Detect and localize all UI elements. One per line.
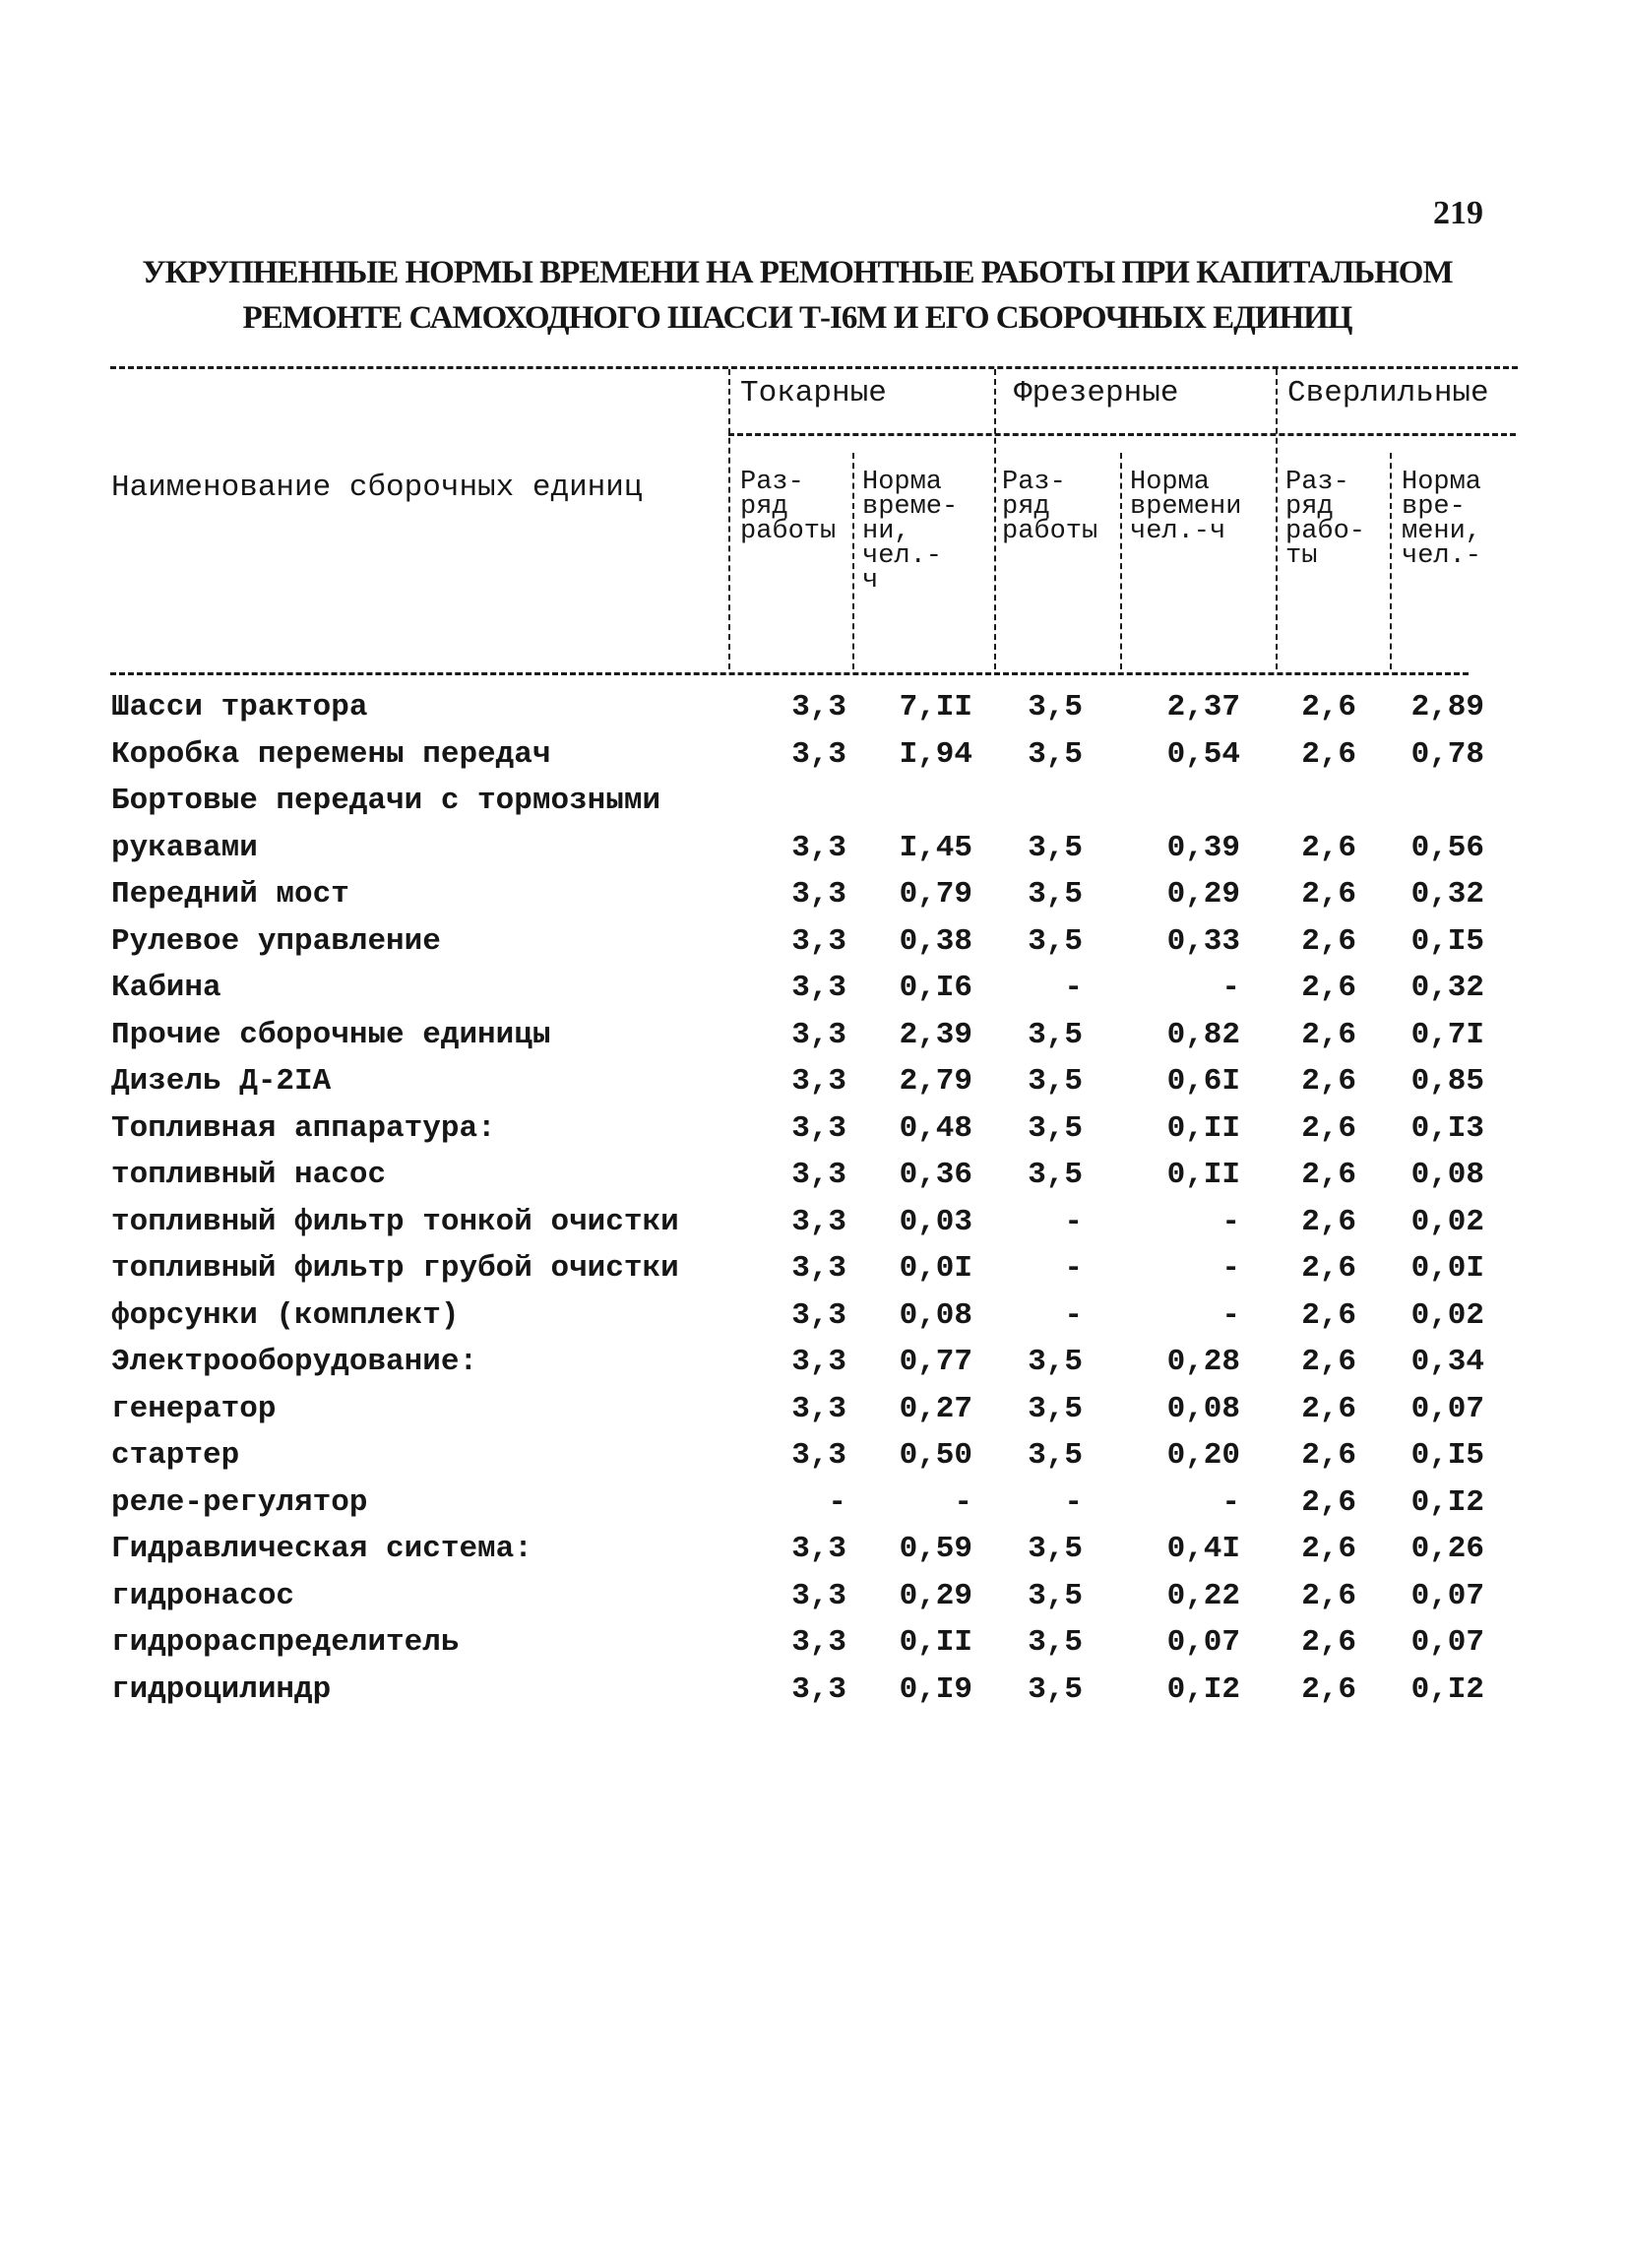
subheader-turning-grade: Раз- ряд работы bbox=[740, 468, 837, 546]
cell-drilling-norm: 0,08 bbox=[1410, 1158, 1484, 1192]
cell-turning-norm: 0,77 bbox=[899, 1345, 972, 1379]
table-row bbox=[0, 731, 1627, 779]
subheader-turning-norm: Норма време- ни, чел.- ч bbox=[862, 468, 959, 596]
cell-turning-grade: 3,3 bbox=[791, 1391, 846, 1426]
cell-milling-grade: - bbox=[1064, 1297, 1083, 1333]
cell-turning-norm: 0,27 bbox=[899, 1391, 972, 1426]
header-bottom-rule bbox=[110, 672, 1469, 675]
col-separator bbox=[1120, 453, 1122, 669]
cell-turning-grade: 3,3 bbox=[791, 690, 846, 724]
cell-milling-norm: - bbox=[1221, 1297, 1240, 1333]
cell-row-name: Топливная аппаратура: bbox=[111, 1110, 496, 1146]
cell-row-name: топливный насос bbox=[111, 1158, 387, 1192]
table-row bbox=[0, 1573, 1627, 1620]
cell-turning-norm: 0,38 bbox=[899, 923, 972, 959]
cell-milling-grade: 3,5 bbox=[1028, 1625, 1083, 1660]
subheader-drilling-norm: Норма вре- мени, чел.- bbox=[1402, 468, 1482, 571]
cell-drilling-grade: 2,6 bbox=[1301, 1484, 1356, 1520]
table-row bbox=[0, 871, 1627, 918]
cell-drilling-grade: 2,6 bbox=[1301, 736, 1356, 772]
cell-row-name: гидроцилиндр bbox=[111, 1671, 332, 1707]
cell-row-name: топливный фильтр грубой очистки bbox=[111, 1251, 679, 1286]
table-row bbox=[0, 1199, 1627, 1246]
cell-drilling-norm: 0,78 bbox=[1410, 736, 1484, 772]
cell-drilling-grade: 2,6 bbox=[1301, 1158, 1356, 1192]
cell-milling-grade: 3,5 bbox=[1028, 1017, 1083, 1052]
cell-turning-grade: 3,3 bbox=[791, 923, 846, 959]
cell-milling-norm: 0,II bbox=[1166, 1110, 1240, 1146]
cell-drilling-norm: 0,02 bbox=[1410, 1204, 1484, 1239]
cell-turning-norm: 0,29 bbox=[899, 1578, 972, 1613]
cell-milling-norm: 0,39 bbox=[1166, 830, 1240, 865]
cell-drilling-norm: 0,I5 bbox=[1410, 923, 1484, 959]
cell-drilling-norm: 0,I5 bbox=[1410, 1438, 1484, 1473]
subheader-milling-norm: Норма времени чел.-ч bbox=[1130, 468, 1242, 546]
cell-turning-norm: 0,03 bbox=[899, 1204, 972, 1239]
cell-turning-norm: 0,59 bbox=[899, 1532, 972, 1566]
cell-row-name: рукавами bbox=[111, 830, 258, 865]
table-row bbox=[0, 1526, 1627, 1573]
table-row bbox=[0, 1480, 1627, 1527]
table-row bbox=[0, 918, 1627, 966]
cell-drilling-grade: 2,6 bbox=[1301, 830, 1356, 865]
cell-drilling-norm: 0,0I bbox=[1410, 1251, 1484, 1286]
cell-turning-norm: 0,II bbox=[899, 1625, 972, 1660]
cell-milling-norm: 0,07 bbox=[1166, 1625, 1240, 1660]
cell-milling-grade: 3,5 bbox=[1028, 1438, 1083, 1473]
table-row bbox=[0, 1339, 1627, 1386]
cell-milling-grade: 3,5 bbox=[1028, 923, 1083, 959]
cell-drilling-grade: 2,6 bbox=[1301, 877, 1356, 912]
cell-milling-norm: 0,6I bbox=[1166, 1064, 1240, 1099]
cell-milling-grade: 3,5 bbox=[1028, 830, 1083, 865]
table-row bbox=[0, 1386, 1627, 1433]
cell-turning-norm: I,94 bbox=[899, 736, 972, 772]
cell-row-name: Передний мост bbox=[111, 877, 349, 912]
cell-drilling-norm: 0,34 bbox=[1410, 1345, 1484, 1379]
cell-milling-grade: 3,5 bbox=[1028, 1391, 1083, 1426]
cell-turning-grade: 3,3 bbox=[791, 1204, 846, 1239]
cell-row-name: Дизель Д-2IА bbox=[111, 1064, 332, 1099]
col-separator bbox=[1390, 453, 1392, 669]
group-header-milling: Фрезерные bbox=[1014, 376, 1179, 410]
cell-turning-norm: I,45 bbox=[899, 830, 972, 865]
cell-drilling-grade: 2,6 bbox=[1301, 1017, 1356, 1052]
cell-milling-grade: 3,5 bbox=[1028, 1158, 1083, 1192]
cell-milling-grade: - bbox=[1064, 1484, 1083, 1520]
cell-turning-norm: - bbox=[954, 1484, 972, 1520]
cell-milling-norm: - bbox=[1221, 971, 1240, 1005]
cell-drilling-grade: 2,6 bbox=[1301, 1345, 1356, 1379]
cell-row-name: Прочие сборочные единицы bbox=[111, 1017, 551, 1052]
cell-row-name: Кабина bbox=[111, 971, 221, 1005]
cell-row-name: Гидравлическая система: bbox=[111, 1532, 532, 1566]
cell-row-name: Электрооборудование: bbox=[111, 1345, 478, 1379]
cell-turning-norm: 0,50 bbox=[899, 1438, 972, 1473]
cell-milling-grade: 3,5 bbox=[1028, 1345, 1083, 1379]
cell-milling-norm: 0,28 bbox=[1166, 1345, 1240, 1379]
cell-turning-grade: 3,3 bbox=[791, 1532, 846, 1566]
cell-milling-norm: 0,29 bbox=[1166, 877, 1240, 912]
header-top-rule bbox=[110, 366, 1518, 369]
cell-turning-norm: 7,II bbox=[899, 690, 972, 724]
cell-milling-grade: 3,5 bbox=[1028, 1578, 1083, 1613]
cell-milling-grade: 3,5 bbox=[1028, 736, 1083, 772]
cell-drilling-norm: 0,32 bbox=[1410, 971, 1484, 1005]
table-row bbox=[0, 778, 1627, 825]
cell-drilling-norm: 0,I3 bbox=[1410, 1110, 1484, 1146]
table-row bbox=[0, 1292, 1627, 1340]
cell-turning-norm: 0,36 bbox=[899, 1158, 972, 1192]
group-header-drilling: Сверлильные bbox=[1287, 376, 1489, 410]
cell-milling-norm: 2,37 bbox=[1166, 690, 1240, 724]
cell-turning-norm: 0,0I bbox=[899, 1251, 972, 1286]
col-separator bbox=[728, 369, 730, 669]
cell-drilling-norm: 2,89 bbox=[1410, 690, 1484, 724]
cell-milling-grade: 3,5 bbox=[1028, 690, 1083, 724]
cell-drilling-norm: 0,07 bbox=[1410, 1391, 1484, 1426]
col-separator bbox=[994, 369, 996, 669]
table-row bbox=[0, 1058, 1627, 1105]
cell-milling-norm: - bbox=[1221, 1484, 1240, 1520]
cell-row-name: гидронасос bbox=[111, 1578, 295, 1613]
cell-milling-norm: - bbox=[1221, 1251, 1240, 1286]
table-body bbox=[0, 684, 1627, 1713]
cell-milling-norm: 0,54 bbox=[1166, 736, 1240, 772]
cell-row-name: стартер bbox=[111, 1438, 240, 1473]
cell-drilling-norm: 0,32 bbox=[1410, 877, 1484, 912]
cell-drilling-norm: 0,I2 bbox=[1410, 1484, 1484, 1520]
cell-turning-grade: 3,3 bbox=[791, 1438, 846, 1473]
cell-row-name: Коробка перемены передач bbox=[111, 736, 551, 772]
cell-drilling-grade: 2,6 bbox=[1301, 1578, 1356, 1613]
document-title bbox=[98, 250, 1496, 341]
cell-milling-grade: - bbox=[1064, 1251, 1083, 1286]
table-row bbox=[0, 1012, 1627, 1059]
cell-drilling-norm: 0,07 bbox=[1410, 1578, 1484, 1613]
cell-milling-norm: 0,II bbox=[1166, 1158, 1240, 1192]
column-header-name: Наименование сборочных единиц bbox=[111, 471, 643, 505]
cell-drilling-grade: 2,6 bbox=[1301, 971, 1356, 1005]
cell-milling-grade: 3,5 bbox=[1028, 1671, 1083, 1707]
cell-turning-grade: 3,3 bbox=[791, 877, 846, 912]
cell-turning-grade: 3,3 bbox=[791, 1625, 846, 1660]
table-row bbox=[0, 1619, 1627, 1667]
cell-drilling-grade: 2,6 bbox=[1301, 1671, 1356, 1707]
cell-row-name: генератор bbox=[111, 1391, 277, 1426]
cell-drilling-norm: 0,I2 bbox=[1410, 1671, 1484, 1707]
table-row bbox=[0, 1245, 1627, 1292]
cell-turning-grade: 3,3 bbox=[791, 1345, 846, 1379]
cell-row-name: Бортовые передачи с тормозными bbox=[111, 784, 661, 818]
page-number: 219 bbox=[1433, 195, 1483, 231]
cell-turning-norm: 0,79 bbox=[899, 877, 972, 912]
cell-drilling-norm: 0,02 bbox=[1410, 1297, 1484, 1333]
cell-row-name: Шасси трактора bbox=[111, 690, 368, 724]
cell-drilling-norm: 0,56 bbox=[1410, 830, 1484, 865]
cell-milling-grade: 3,5 bbox=[1028, 1110, 1083, 1146]
cell-milling-norm: 0,I2 bbox=[1166, 1671, 1240, 1707]
cell-turning-grade: 3,3 bbox=[791, 1158, 846, 1192]
cell-milling-norm: 0,20 bbox=[1166, 1438, 1240, 1473]
cell-row-name: Рулевое управление bbox=[111, 923, 441, 959]
cell-turning-norm: 0,I6 bbox=[899, 971, 972, 1005]
cell-milling-norm: - bbox=[1221, 1204, 1240, 1239]
cell-drilling-grade: 2,6 bbox=[1301, 1625, 1356, 1660]
cell-drilling-grade: 2,6 bbox=[1301, 1391, 1356, 1426]
cell-turning-grade: 3,3 bbox=[791, 1017, 846, 1052]
cell-turning-grade: 3,3 bbox=[791, 830, 846, 865]
cell-turning-grade: 3,3 bbox=[791, 1578, 846, 1613]
cell-milling-grade: 3,5 bbox=[1028, 877, 1083, 912]
cell-turning-grade: 3,3 bbox=[791, 1297, 846, 1333]
cell-drilling-grade: 2,6 bbox=[1301, 1532, 1356, 1566]
table-row bbox=[0, 1667, 1627, 1714]
cell-milling-norm: 0,22 bbox=[1166, 1578, 1240, 1613]
cell-turning-grade: 3,3 bbox=[791, 1251, 846, 1286]
cell-drilling-norm: 0,85 bbox=[1410, 1064, 1484, 1099]
cell-turning-grade: 3,3 bbox=[791, 736, 846, 772]
cell-milling-grade: 3,5 bbox=[1028, 1064, 1083, 1099]
cell-drilling-grade: 2,6 bbox=[1301, 1438, 1356, 1473]
subheader-drilling-grade: Раз- ряд рабо- ты bbox=[1285, 468, 1366, 571]
cell-drilling-norm: 0,26 bbox=[1410, 1532, 1484, 1566]
cell-turning-grade: - bbox=[828, 1484, 846, 1520]
cell-drilling-grade: 2,6 bbox=[1301, 690, 1356, 724]
cell-turning-norm: 2,39 bbox=[899, 1017, 972, 1052]
cell-turning-grade: 3,3 bbox=[791, 971, 846, 1005]
cell-milling-grade: 3,5 bbox=[1028, 1532, 1083, 1566]
cell-turning-norm: 0,48 bbox=[899, 1110, 972, 1146]
cell-row-name: форсунки (комплект) bbox=[111, 1297, 460, 1333]
cell-turning-norm: 0,08 bbox=[899, 1297, 972, 1333]
cell-drilling-grade: 2,6 bbox=[1301, 1204, 1356, 1239]
cell-milling-grade: - bbox=[1064, 971, 1083, 1005]
table-row bbox=[0, 684, 1627, 731]
table-row bbox=[0, 825, 1627, 872]
subheader-milling-grade: Раз- ряд работы bbox=[1002, 468, 1098, 546]
table-row bbox=[0, 1432, 1627, 1480]
cell-milling-grade: - bbox=[1064, 1204, 1083, 1239]
cell-drilling-norm: 0,7I bbox=[1410, 1017, 1484, 1052]
cell-drilling-grade: 2,6 bbox=[1301, 1110, 1356, 1146]
title-line-1: УКРУПНЕННЫЕ НОРМЫ ВРЕМЕНИ НА РЕМОНТНЫЕ РАБОТЫ ПРИ КАПИТАЛЬНОМ bbox=[142, 255, 1453, 290]
cell-milling-norm: 0,08 bbox=[1166, 1391, 1240, 1426]
cell-milling-norm: 0,82 bbox=[1166, 1017, 1240, 1052]
cell-row-name: топливный фильтр тонкой очистки bbox=[111, 1204, 679, 1239]
col-separator bbox=[1276, 369, 1278, 669]
cell-turning-grade: 3,3 bbox=[791, 1064, 846, 1099]
cell-drilling-grade: 2,6 bbox=[1301, 923, 1356, 959]
cell-milling-norm: 0,33 bbox=[1166, 923, 1240, 959]
cell-milling-norm: 0,4I bbox=[1166, 1532, 1240, 1566]
col-separator bbox=[852, 453, 854, 669]
group-header-turning: Токарные bbox=[740, 376, 887, 410]
cell-row-name: гидрораспределитель bbox=[111, 1625, 460, 1660]
cell-turning-norm: 2,79 bbox=[899, 1064, 972, 1099]
cell-drilling-grade: 2,6 bbox=[1301, 1064, 1356, 1099]
cell-turning-grade: 3,3 bbox=[791, 1671, 846, 1707]
cell-turning-grade: 3,3 bbox=[791, 1110, 846, 1146]
cell-drilling-norm: 0,07 bbox=[1410, 1625, 1484, 1660]
table-row bbox=[0, 1105, 1627, 1153]
cell-row-name: реле-регулятор bbox=[111, 1484, 368, 1520]
cell-turning-norm: 0,I9 bbox=[899, 1671, 972, 1707]
title-line-2: РЕМОНТЕ САМОХОДНОГО ШАССИ Т-I6М И ЕГО СБОРОЧНЫХ ЕДИНИЦ bbox=[242, 300, 1352, 336]
table-row bbox=[0, 1152, 1627, 1199]
group-underline bbox=[728, 433, 1516, 436]
cell-drilling-grade: 2,6 bbox=[1301, 1297, 1356, 1333]
cell-drilling-grade: 2,6 bbox=[1301, 1251, 1356, 1286]
table-row bbox=[0, 965, 1627, 1012]
